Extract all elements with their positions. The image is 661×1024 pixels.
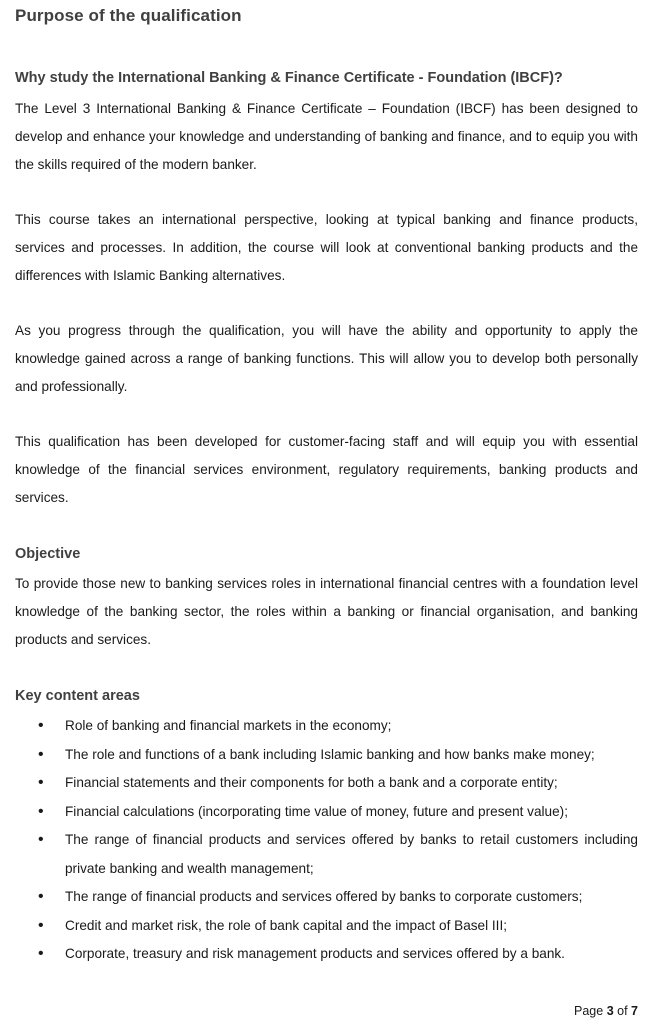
list-item: • The range of financial products and services offered by banks to corporate customers; (15, 883, 638, 912)
objective-heading: Objective (15, 546, 81, 562)
objective-text: To provide those new to banking services roles in international financial centres with a foundation level knowledge of the banking sector, the roles within a banking or financial organisation, and banking products and services. (15, 576, 638, 647)
page-title: Purpose of the qualification (15, 6, 242, 25)
list-item: • Financial statements and their components for both a bank and a corporate entity; (15, 769, 638, 798)
list-item: • Credit and market risk, the role of bank capital and the impact of Basel III; (15, 912, 638, 941)
list-item: • The role and functions of a bank including Islamic banking and how banks make money; (15, 741, 638, 770)
key-content-list (15, 712, 638, 969)
page-number (574, 1004, 638, 1018)
list-item: • Financial calculations (incorporating time value of money, future and present value); (15, 798, 638, 827)
current-page: 3 (606, 1004, 614, 1018)
why-paragraph-2: This course takes an international perspective, looking at typical banking and finance products, services and processes. In addition, the course will look at conventional banking products and the differences with Islamic Banking alternatives. (15, 212, 638, 283)
key-content-heading: Key content areas (15, 688, 140, 704)
page-word: Page (574, 1004, 604, 1018)
why-paragraph-4: This qualification has been developed for customer-facing staff and will equip you with essential knowledge of the financial services environment, regulatory requirements, banking products and services. (15, 434, 638, 505)
why-paragraph-3: As you progress through the qualification, you will have the ability and opportunity to apply the knowledge gained across a range of banking functions. This will allow you to develop both personally and professionally. (15, 323, 638, 394)
list-item: • The range of financial products and services offered by banks to retail customers including private banking and wealth management; (15, 826, 638, 883)
list-item: • Corporate, treasury and risk management products and services offered by a bank. (15, 940, 638, 969)
of-word: of (617, 1004, 628, 1018)
why-paragraph-1: The Level 3 International Banking & Finance Certificate – Foundation (IBCF) has been designed to develop and enhance your knowledge and understanding of banking and finance, and to equip you with the skills required of the modern banker. (15, 101, 638, 172)
list-item: • Role of banking and financial markets in the economy; (15, 712, 638, 741)
total-pages: 7 (631, 1004, 638, 1018)
why-study-heading: Why study the International Banking & Finance Certificate - Foundation (IBCF)? (15, 70, 563, 86)
